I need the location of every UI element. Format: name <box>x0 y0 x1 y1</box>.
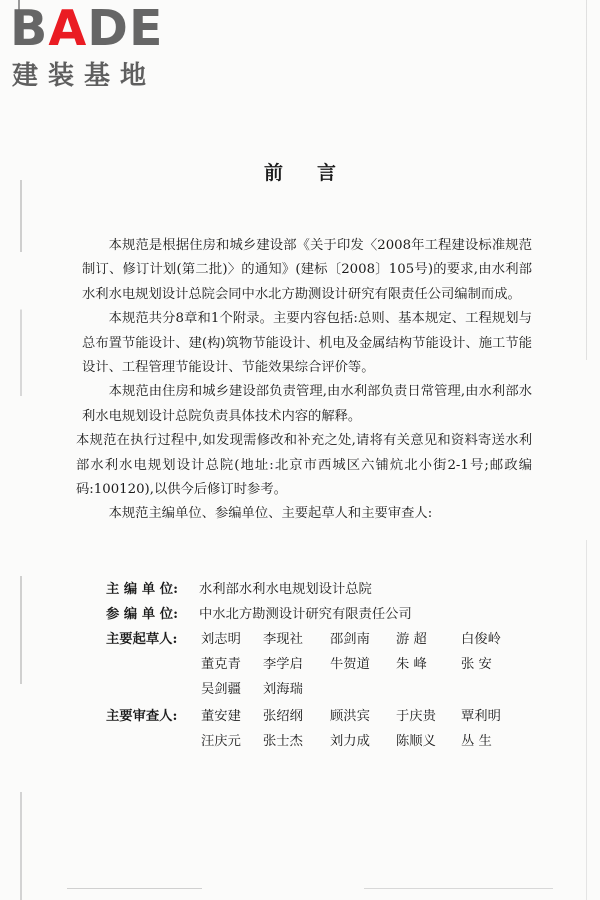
chief-unit-label: 主 编 单 位: <box>106 582 178 597</box>
participating-unit-label: 参 编 单 位: <box>106 607 178 622</box>
drafter-name: 刘志明 <box>201 632 241 647</box>
chief-unit-row <box>106 578 372 602</box>
reviewer-name: 覃利明 <box>461 709 501 724</box>
paragraph-feedback: 本规范在执行过程中,如发现需修改和补充之处,请将有关意见和资料寄送水利部水利水电规划设计总院(地址:北京市西城区六铺炕北小街2-1号;邮政编码:100120),以供今后修订时参考。 <box>76 433 532 498</box>
drafter-name: 牛贺道 <box>330 657 370 672</box>
page-title: 前言 <box>263 162 370 184</box>
reviewer-name: 顾洪宾 <box>330 709 370 724</box>
reviewer-name: 陈顺义 <box>396 734 436 749</box>
drafter-name: 吴剑疆 <box>201 682 241 697</box>
preface-body <box>76 234 532 527</box>
scan-artifact-right-edge <box>586 0 587 900</box>
drafter-name: 白俊岭 <box>461 632 501 647</box>
reviewers-label: 主要审查人: <box>106 709 178 724</box>
drafter-name: 董克青 <box>201 657 241 672</box>
logo-letter-b: B <box>10 0 49 57</box>
drafter-name: 李现社 <box>263 632 303 647</box>
reviewer-name: 刘力成 <box>330 734 370 749</box>
reviewer-name: 董安建 <box>201 709 241 724</box>
scan-artifact-left-edge <box>20 180 22 900</box>
drafter-name: 游 超 <box>396 632 427 647</box>
drafter-name: 邵剑南 <box>330 632 370 647</box>
paragraph-credits-intro: 本规范主编单位、参编单位、主要起草人和主要审查人: <box>108 506 433 522</box>
participating-unit-value: 中水北方勘测设计研究有限责任公司 <box>199 607 412 622</box>
reviewer-name: 张绍纲 <box>263 709 303 724</box>
drafter-name: 刘海瑞 <box>263 682 303 697</box>
drafter-name: 张 安 <box>461 657 492 672</box>
reviewer-name: 丛 生 <box>461 734 492 749</box>
reviewer-name: 张士杰 <box>263 734 303 749</box>
logo-letter-a-accent: A <box>48 0 88 57</box>
drafters-label: 主要起草人: <box>106 632 178 647</box>
logo-letters-de: DE <box>87 0 164 57</box>
drafter-name: 李学启 <box>263 657 303 672</box>
logo-subtitle: 建装基地 <box>12 61 157 91</box>
scan-artifact-bottom <box>40 888 580 889</box>
bade-logo <box>10 0 180 93</box>
participating-unit-row <box>106 603 412 627</box>
drafter-name: 朱 峰 <box>396 657 427 672</box>
chief-unit-value: 水利部水利水电规划设计总院 <box>199 582 372 597</box>
paragraph-management: 本规范由住房和城乡建设部负责管理,由水利部负责日常管理,由水利部水利水电规划设计总院负责具体技术内容的解释。 <box>82 384 532 424</box>
reviewer-name: 汪庆元 <box>201 734 241 749</box>
reviewer-name: 于庆贵 <box>396 709 436 724</box>
paragraph-contents: 本规范共分8章和1个附录。主要内容包括:总则、基本规定、工程规划与总布置节能设计、建(构)筑物节能设计、机电及金属结构节能设计、施工节能设计、工程管理节能设计、节能效果综合评价等。 <box>82 311 532 376</box>
paragraph-basis: 本规范是根据住房和城乡建设部《关于印发〈2008年工程建设标准规范制订、修订计划(第二批)〉的通知》(建标〔2008〕105号)的要求,由水利部水利水电规划设计总院会同中水北方勘测设计研究有限责任公司编制而成。 <box>82 238 532 302</box>
logo-wordmark <box>10 0 164 57</box>
